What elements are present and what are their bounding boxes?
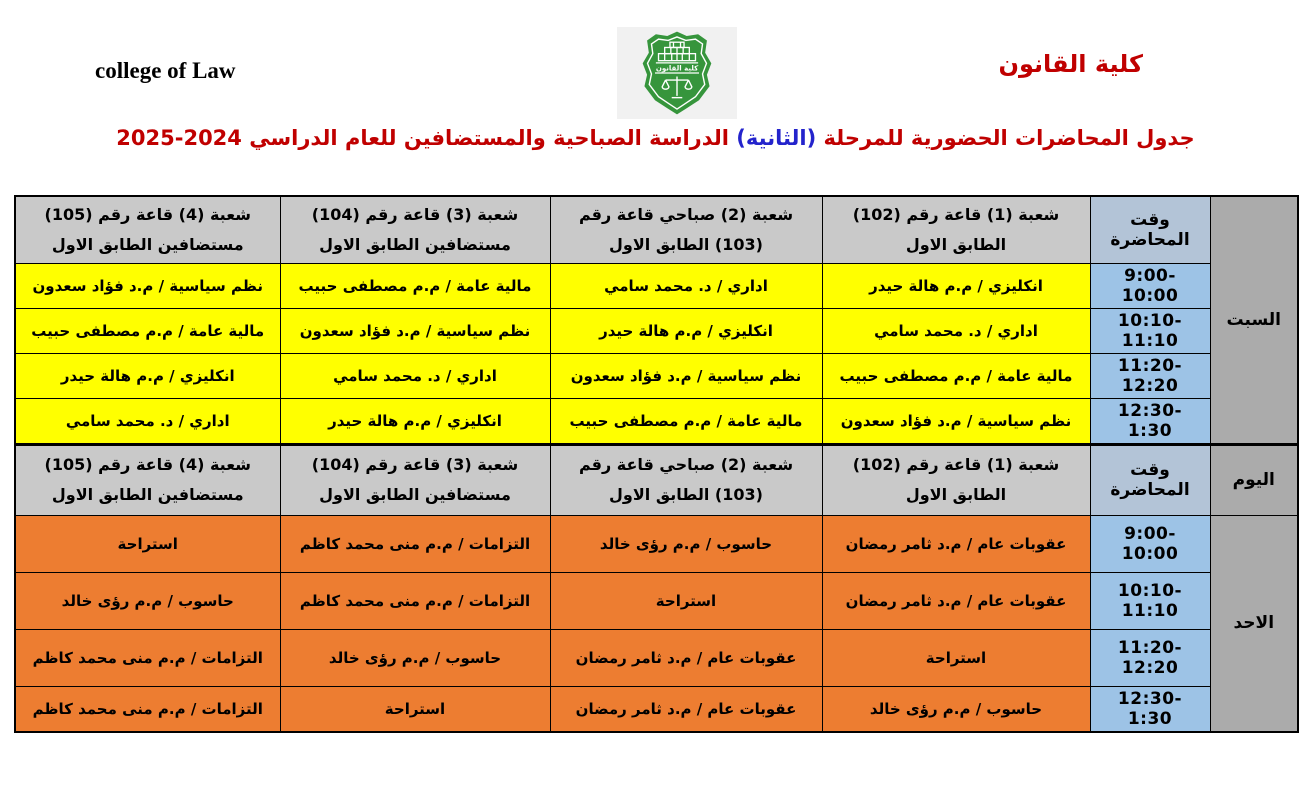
lecture-cell: عقوبات عام / م.د ثامر رمضان — [822, 572, 1090, 629]
college-name-arabic: كلية القانون — [998, 50, 1143, 78]
lecture-cell: مالية عامة / م.م مصطفى حبيب — [822, 353, 1090, 398]
title-text-after: الدراسة الصباحية والمستضافين للعام الدراسي — [241, 126, 737, 150]
lecture-cell: اداري / د. محمد سامي — [280, 353, 550, 398]
time-cell: 12:30- 1:30 — [1090, 398, 1210, 444]
day-cell-sunday: الاحد — [1210, 515, 1298, 732]
lecture-cell: انكليزي / م.م هالة حيدر — [280, 398, 550, 444]
time-cell: 9:00- 10:00 — [1090, 263, 1210, 308]
college-name-english: college of Law — [95, 58, 236, 83]
college-emblem-icon — [632, 29, 722, 117]
section-header-cell: شعبة (4) قاعة رقم (105) مستضافين الطابق الاول — [15, 196, 280, 263]
lecture-cell: التزامات / م.م منى محمد كاظم — [280, 515, 550, 572]
section-header-cell: شعبة (2) صباحي قاعة رقم (103) الطابق الاول — [550, 196, 822, 263]
svg-text:كلية القانون: كلية القانون — [655, 63, 699, 73]
lecture-cell: عقوبات عام / م.د ثامر رمضان — [822, 515, 1090, 572]
lecture-cell: التزامات / م.م منى محمد كاظم — [15, 629, 280, 686]
lecture-cell: حاسوب / م.م رؤى خالد — [15, 572, 280, 629]
lecture-cell: حاسوب / م.م رؤى خالد — [280, 629, 550, 686]
lecture-cell: عقوبات عام / م.د ثامر رمضان — [550, 686, 822, 732]
lecture-cell: استراحة — [15, 515, 280, 572]
title-text: جدول المحاضرات الحضورية للمرحلة — [816, 126, 1195, 150]
lecture-cell: اداري / د. محمد سامي — [15, 398, 280, 444]
lecture-cell: استراحة — [550, 572, 822, 629]
lecture-cell: اداري / د. محمد سامي — [822, 308, 1090, 353]
time-cell: 12:30- 1:30 — [1090, 686, 1210, 732]
time-cell: 9:00- 10:00 — [1090, 515, 1210, 572]
section-header-cell: شعبة (3) قاعة رقم (104) مستضافين الطابق الاول — [280, 196, 550, 263]
title-stage: (الثانية) — [736, 126, 817, 150]
lecture-cell: حاسوب / م.م رؤى خالد — [822, 686, 1090, 732]
lecture-cell: التزامات / م.م منى محمد كاظم — [280, 572, 550, 629]
time-header-cell: وقت المحاضرة — [1090, 444, 1210, 515]
lecture-cell: نظم سياسية / م.د فؤاد سعدون — [822, 398, 1090, 444]
lecture-cell: مالية عامة / م.م مصطفى حبيب — [550, 398, 822, 444]
lecture-cell: مالية عامة / م.م مصطفى حبيب — [280, 263, 550, 308]
lecture-cell: انكليزي / م.م هالة حيدر — [15, 353, 280, 398]
lecture-cell: نظم سياسية / م.د فؤاد سعدون — [280, 308, 550, 353]
section-header-cell: شعبة (4) قاعة رقم (105) مستضافين الطابق الاول — [15, 444, 280, 515]
day-cell-saturday: السبت — [1210, 196, 1298, 444]
time-cell: 10:10-11:10 — [1090, 572, 1210, 629]
lecture-cell: انكليزي / م.م هالة حيدر — [822, 263, 1090, 308]
time-cell: 10:10-11:10 — [1090, 308, 1210, 353]
lecture-cell: استراحة — [280, 686, 550, 732]
college-logo — [617, 27, 737, 119]
title-academic-year: 2025-2024 — [116, 126, 242, 150]
time-cell: 11:20- 12:20 — [1090, 353, 1210, 398]
lecture-cell: عقوبات عام / م.د ثامر رمضان — [550, 629, 822, 686]
section-header-cell: شعبة (1) قاعة رقم (102) الطابق الاول — [822, 444, 1090, 515]
section-header-cell: شعبة (1) قاعة رقم (102) الطابق الاول — [822, 196, 1090, 263]
lecture-cell: نظم سياسية / م.د فؤاد سعدون — [15, 263, 280, 308]
lecture-cell: اداري / د. محمد سامي — [550, 263, 822, 308]
section-header-cell: شعبة (2) صباحي قاعة رقم (103) الطابق الاول — [550, 444, 822, 515]
schedule-table — [14, 195, 1299, 733]
lecture-cell: انكليزي / م.م هالة حيدر — [550, 308, 822, 353]
time-cell: 11:20- 12:20 — [1090, 629, 1210, 686]
time-header-cell: وقت المحاضرة — [1090, 196, 1210, 263]
schedule-title — [0, 126, 1311, 150]
lecture-cell: التزامات / م.م منى محمد كاظم — [15, 686, 280, 732]
lecture-cell: مالية عامة / م.م مصطفى حبيب — [15, 308, 280, 353]
lecture-cell: استراحة — [822, 629, 1090, 686]
lecture-cell: حاسوب / م.م رؤى خالد — [550, 515, 822, 572]
lecture-cell: نظم سياسية / م.د فؤاد سعدون — [550, 353, 822, 398]
day-header-cell: اليوم — [1210, 444, 1298, 515]
section-header-cell: شعبة (3) قاعة رقم (104) مستضافين الطابق الاول — [280, 444, 550, 515]
